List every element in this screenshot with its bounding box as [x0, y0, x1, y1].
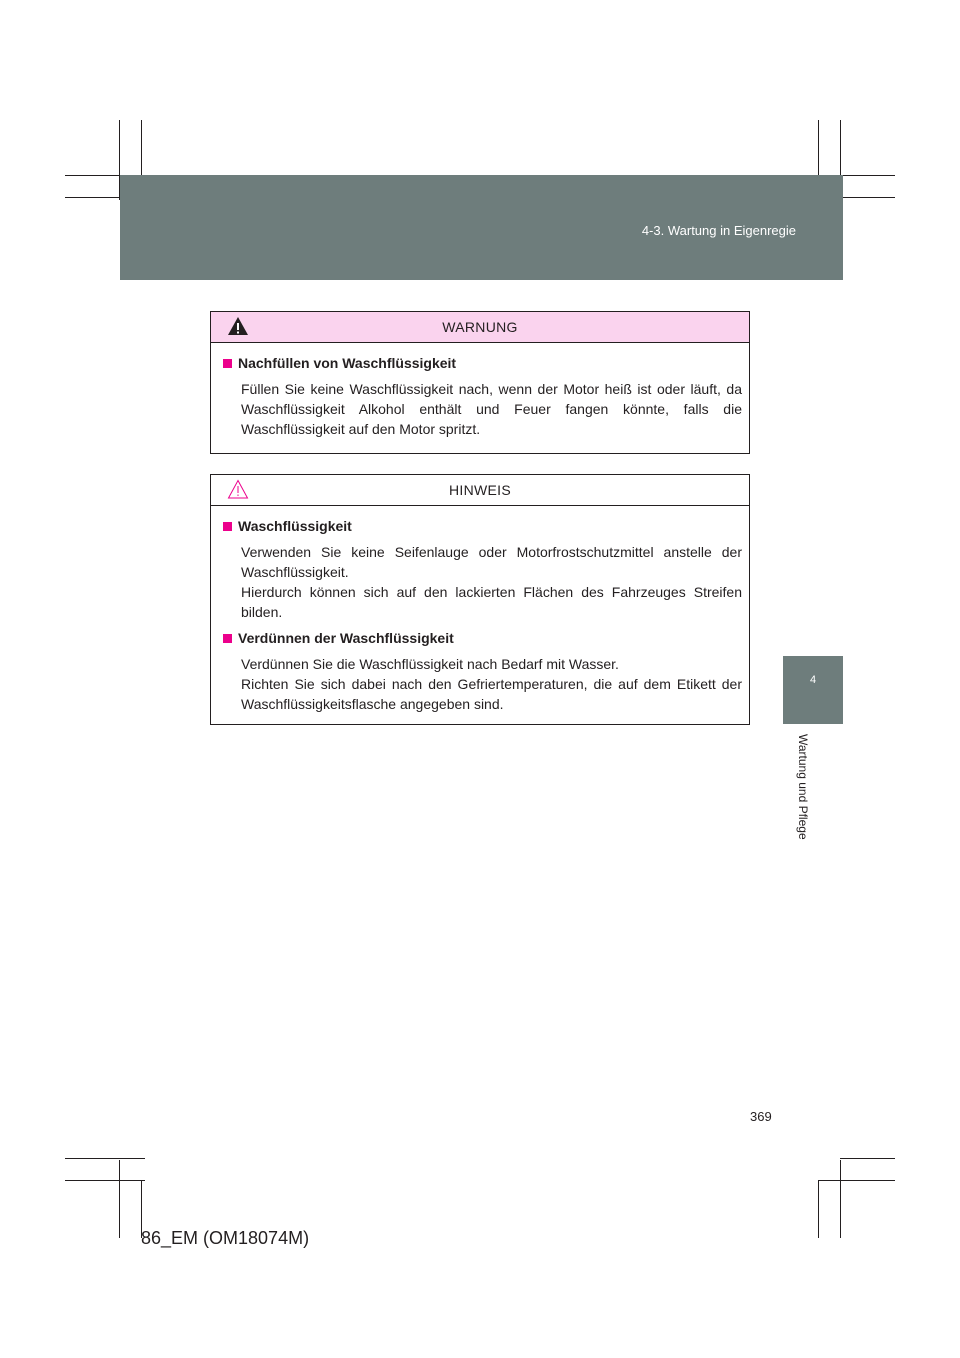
notice-title: HINWEIS	[449, 482, 511, 498]
warning-header	[211, 312, 749, 343]
warning-body	[211, 343, 749, 455]
crop-mark	[818, 1180, 895, 1181]
warning-triangle-icon	[227, 315, 249, 337]
crop-mark	[818, 1180, 819, 1238]
paragraph: Verdünnen Sie die Waschflüssigkeit nach Bedarf mit Wasser. Richten Sie sich dabei nach den Gefriertemperaturen, die auf dem Etikett der Waschflüssigkeitsflasche angegeben sind.	[241, 656, 742, 712]
crop-mark	[840, 1158, 895, 1159]
square-bullet-icon	[223, 359, 232, 368]
square-bullet-icon	[223, 522, 232, 531]
chapter-tab	[783, 656, 843, 724]
paragraph: Verwenden Sie keine Seifenlauge oder Motorfrostschutzmittel anstelle der Waschflüssigkeit. Hierdurch können sich auf den lackierten Flächen des Fahrzeuges Streifen bilden.	[241, 544, 742, 620]
paragraph: Füllen Sie keine Waschflüssigkeit nach, wenn der Motor heiß ist oder läuft, da Waschflüssigkeit Alkohol enthält und Feuer fangen könnte, falls die Waschflüssigkeit auf den Motor spritzt.	[241, 381, 742, 437]
section-title: 4-3. Wartung in Eigenregie	[641, 223, 796, 238]
section-heading: Verdünnen der Waschflüssigkeit	[227, 628, 742, 648]
crop-mark	[65, 1180, 145, 1181]
warning-box	[210, 311, 750, 454]
caution-triangle-icon	[227, 478, 249, 500]
square-bullet-icon	[223, 634, 232, 643]
section-heading: Waschflüssigkeit	[227, 516, 742, 536]
notice-box	[210, 474, 750, 725]
crop-mark	[65, 1158, 145, 1159]
chapter-number: 4	[809, 674, 817, 686]
header-band	[120, 175, 843, 280]
page-number: 369	[750, 1109, 772, 1124]
section-heading: Nachfüllen von Waschflüssigkeit	[227, 353, 742, 373]
notice-header	[211, 475, 749, 506]
warning-title: WARNUNG	[442, 319, 518, 335]
crop-mark	[840, 1160, 841, 1238]
crop-mark	[119, 1160, 120, 1238]
chapter-label: Wartung und Pflege	[796, 734, 810, 840]
notice-body	[211, 506, 749, 730]
document-code: 86_EM (OM18074M)	[141, 1228, 310, 1248]
